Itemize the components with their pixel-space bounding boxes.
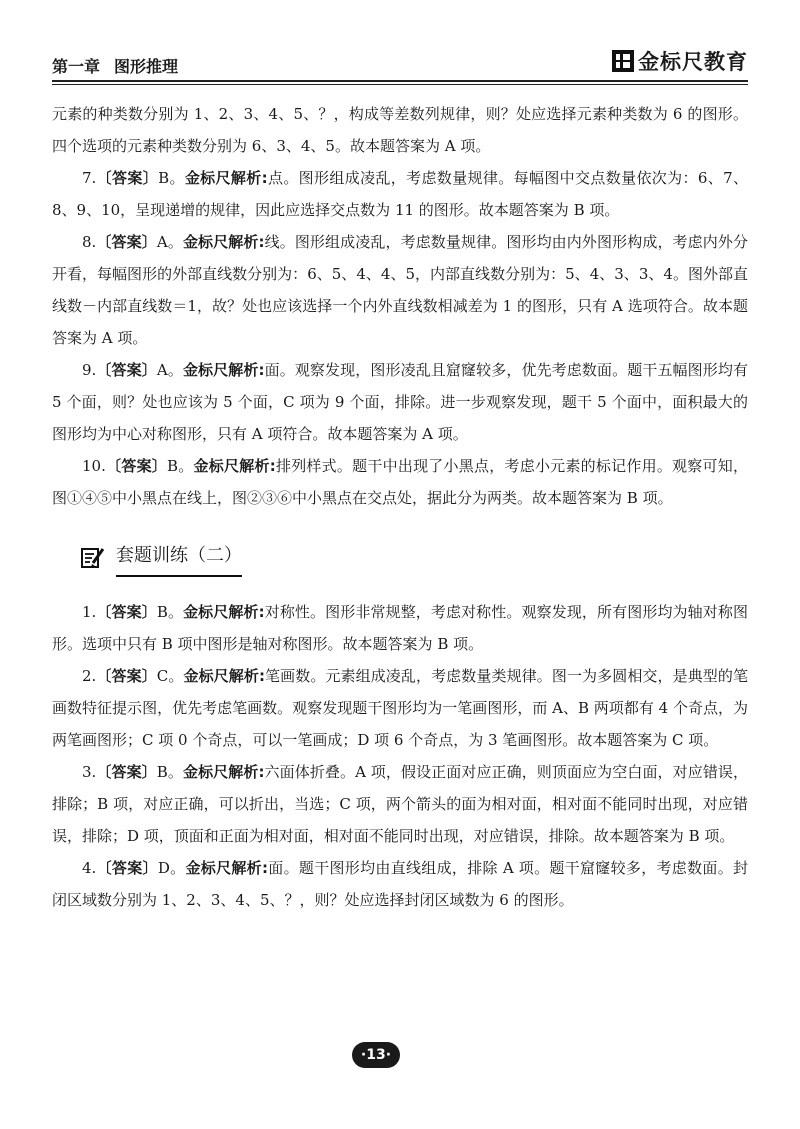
chapter-heading (52, 54, 178, 77)
edit-note-icon (80, 546, 106, 570)
page-number-badge: ·13· (352, 1042, 400, 1068)
section-heading (80, 540, 748, 576)
answer-item-4: 4.〔答案〕D。金标尺解析:面。题干图形均由直线组成，排除 A 项。题干窟窿较多，考虑数面。封闭区域数分别为 1、2、3、4、5、？，则？处应选择封闭区域数为 6 的图形。 (52, 859, 749, 909)
chapter-label: 第一章 (52, 57, 101, 76)
answer-item-10: 10.〔答案〕B。金标尺解析:排列样式。题干中出现了小黑点，考虑小元素的标记作用。观察可知，图①④⑤中小黑点在线上，图②③⑥中小黑点在交点处，据此分为两类。故本题答案为 B 项。 (52, 457, 748, 507)
answer-item-1: 1.〔答案〕B。金标尺解析:对称性。图形非常规整，考虑对称性。观察发现，所有图形均为轴对称图形。选项中只有 B 项中图形是轴对称图形。故本题答案为 B 项。 (52, 603, 748, 653)
main-content (52, 98, 748, 916)
answer-item-8: 8.〔答案〕A。金标尺解析:线。图形组成凌乱，考虑数量规律。图形均由内外图形构成，考虑内外分开看，每幅图形的外部直线数分别为：6、5、4、4、5，内部直线数分别为：5、4、3、3、4。图外部直线数－内部直线数＝1，故？处也应该选择一个内外直线数相减差为 1 的图形，只有 A 选项符合。故本题答案为 A 项。 (52, 233, 748, 347)
brand-name: 金标尺教育 (638, 50, 748, 74)
answer-item-9: 9.〔答案〕A。金标尺解析:面。观察发现，图形凌乱且窟窿较多，优先考虑数面。题干五幅图形均有 5 个面，则？处也应该为 5 个面，C 项为 9 个面，排除。进一步观察发现，题干 5 个面中，面积最大的图形均为中心对称图形，只有 A 项符合。故本题答案为 A 项。 (52, 361, 748, 443)
page-number: 13 (366, 1047, 386, 1063)
paragraph-continued: 元素的种类数分别为 1、2、3、4、5、？，构成等差数列规律，则？处应选择元素种类数为 6 的图形。四个选项的元素种类数分别为 6、3、4、5。故本题答案为 A 项。 (52, 105, 748, 155)
header-divider (52, 80, 748, 82)
answer-item-2: 2.〔答案〕C。金标尺解析:笔画数。元素组成凌乱，考虑数量类规律。图一为多圆相交，是典型的笔画数特征提示图，优先考虑笔画数。观察发现题干图形均为一笔画图形，而 A、B 两项都有 4 个奇点，为两笔画图形；C 项 0 个奇点，可以一笔画成；D 项 6 个奇点，为 3 笔画图形。故本题答案为 C 项。 (52, 667, 748, 749)
answer-item-3: 3.〔答案〕B。金标尺解析:六面体折叠。A 项，假设正面对应正确，则顶面应为空白面，对应错误，排除；B 项，对应正确，可以折出，当选；C 项，两个箭头的面为相对面，相对面不能同时出现，对应错误，排除；D 项，顶面和正面为相对面，相对面不能同时出现，对应错误，排除。故本题答案为 B 项。 (52, 763, 749, 845)
chapter-title: 图形推理 (114, 57, 179, 76)
brand-logo-icon (611, 49, 635, 73)
brand-logo (611, 46, 748, 76)
section-title: 套题训练（二） (116, 540, 242, 577)
answer-item-7: 7.〔答案〕B。金标尺解析:点。图形组成凌乱，考虑数量规律。每幅图中交点数量依次为：6、7、8、9、10，呈现递增的规律，因此应选择交点数为 11 的图形。故本题答案为 B 项。 (52, 169, 749, 219)
header-divider-thin (52, 84, 748, 85)
page-header (52, 42, 748, 82)
